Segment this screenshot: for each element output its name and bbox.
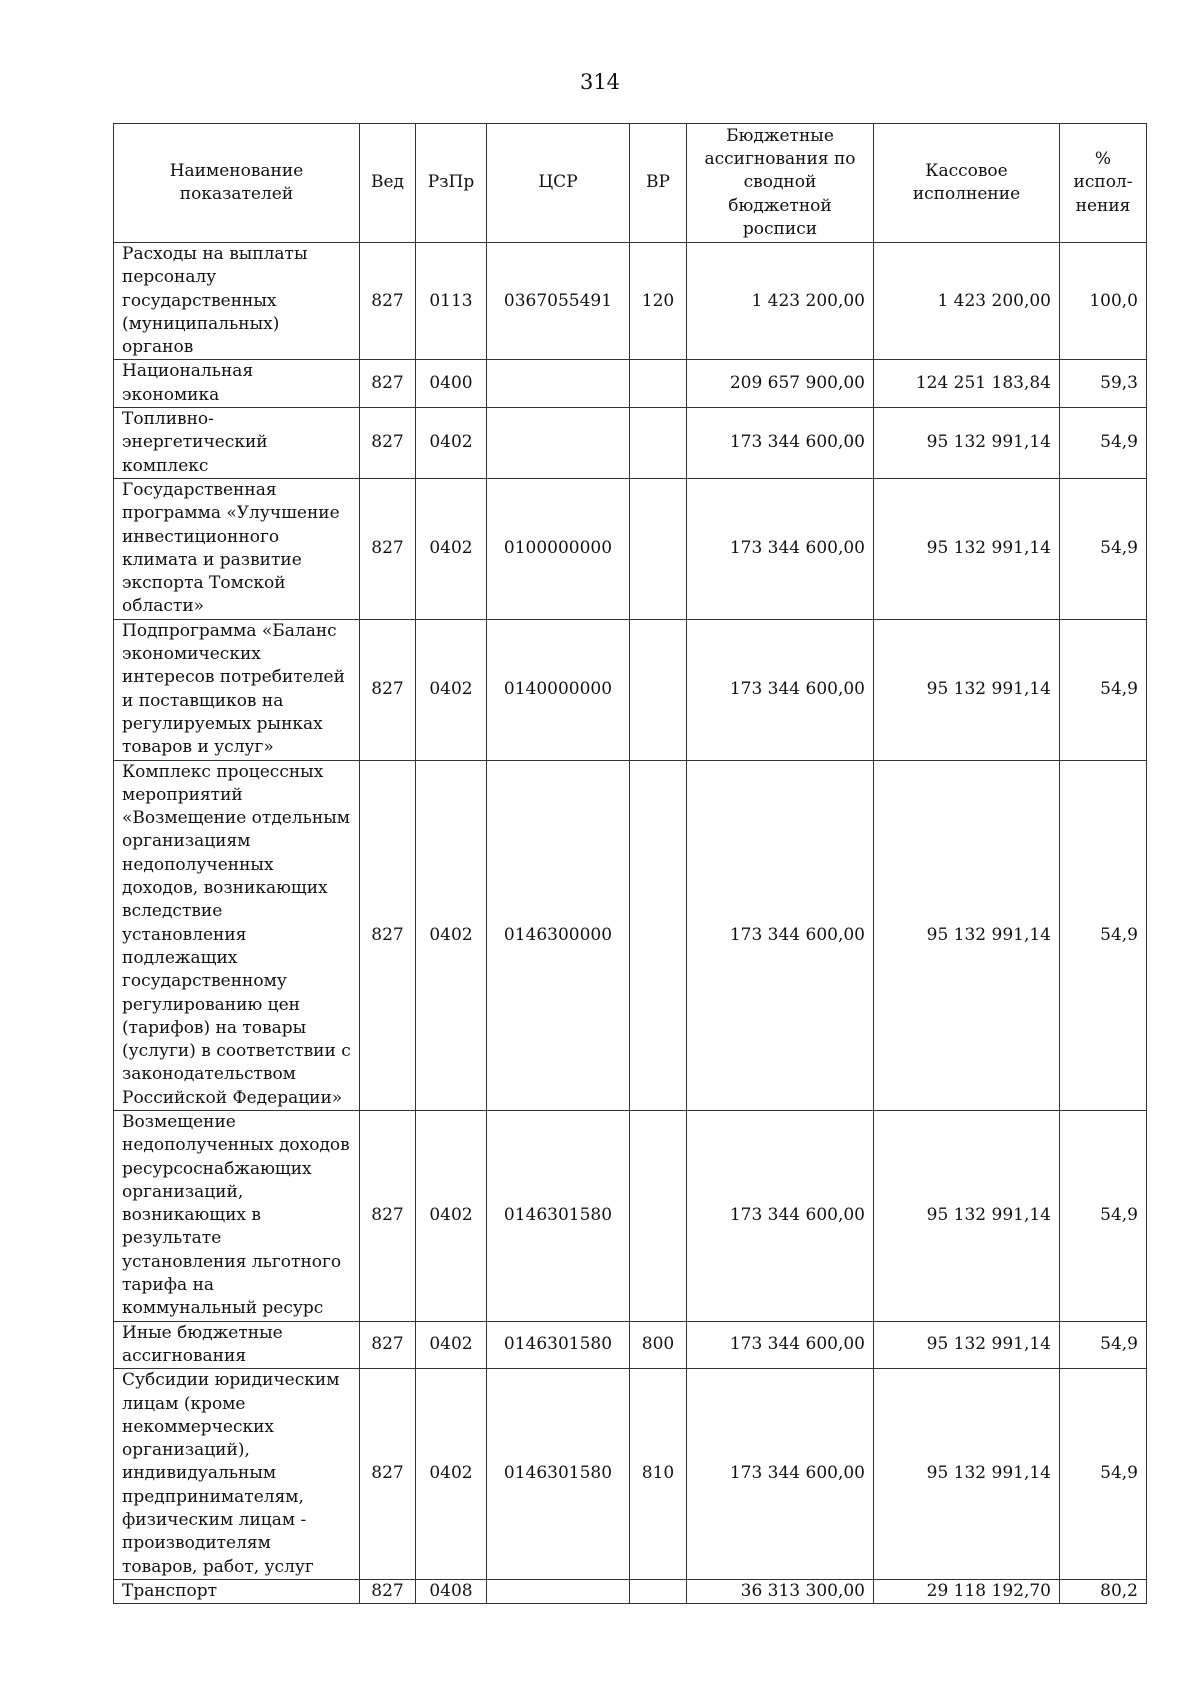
row-rzpr: 0402 <box>416 760 487 1110</box>
row-csr <box>487 408 630 479</box>
row-name: Иные бюджетные ассигнования <box>114 1321 360 1369</box>
page-number: 314 <box>579 70 621 94</box>
row-vr <box>630 1110 687 1321</box>
row-vr <box>630 478 687 619</box>
row-csr: 0146301580 <box>487 1110 630 1321</box>
row-ved: 827 <box>360 243 416 360</box>
row-csr: 0367055491 <box>487 243 630 360</box>
row-csr: 0140000000 <box>487 619 630 760</box>
row-name: Транспорт <box>114 1579 360 1603</box>
row-name: Подпрограмма «Баланс экономических интересов потребителей и поставщиков на регулируемых рынках товаров и услуг» <box>114 619 360 760</box>
row-vr <box>630 760 687 1110</box>
row-vr: 800 <box>630 1321 687 1369</box>
row-ved: 827 <box>360 408 416 479</box>
row-percent: 80,2 <box>1060 1579 1147 1603</box>
row-ved: 827 <box>360 1579 416 1603</box>
row-percent: 54,9 <box>1060 408 1147 479</box>
row-name: Национальная экономика <box>114 360 360 408</box>
row-percent: 54,9 <box>1060 1110 1147 1321</box>
row-cash: 29 118 192,70 <box>874 1579 1060 1603</box>
header-cash: Кассовое исполнение <box>874 124 1060 243</box>
row-rzpr: 0402 <box>416 1110 487 1321</box>
row-vr: 810 <box>630 1369 687 1580</box>
row-allocations: 173 344 600,00 <box>687 1321 874 1369</box>
row-percent: 54,9 <box>1060 760 1147 1110</box>
row-ved: 827 <box>360 760 416 1110</box>
row-csr: 0146300000 <box>487 760 630 1110</box>
budget-table <box>113 123 1147 1604</box>
header-name: Наименование показателей <box>114 124 360 243</box>
row-percent: 59,3 <box>1060 360 1147 408</box>
table-row <box>114 408 1147 479</box>
row-percent: 54,9 <box>1060 1321 1147 1369</box>
row-cash: 95 132 991,14 <box>874 1321 1060 1369</box>
row-name: Субсидии юридическим лицам (кроме некоммерческих организаций), индивидуальным предпринимателям, физическим лицам - производителям товаров, работ, услуг <box>114 1369 360 1580</box>
table-row <box>114 760 1147 1110</box>
row-rzpr: 0402 <box>416 1321 487 1369</box>
table-row <box>114 619 1147 760</box>
row-rzpr: 0400 <box>416 360 487 408</box>
row-percent: 100,0 <box>1060 243 1147 360</box>
row-name: Возмещение недополученных доходов ресурсоснабжающих организаций, возникающих в результате установления льготного тарифа на коммунальный ресурс <box>114 1110 360 1321</box>
row-vr <box>630 619 687 760</box>
row-rzpr: 0402 <box>416 478 487 619</box>
header-allocations: Бюджетные ассигнования по сводной бюджетной росписи <box>687 124 874 243</box>
row-ved: 827 <box>360 1110 416 1321</box>
table-row <box>114 1369 1147 1580</box>
row-allocations: 173 344 600,00 <box>687 1110 874 1321</box>
row-vr <box>630 408 687 479</box>
row-cash: 95 132 991,14 <box>874 619 1060 760</box>
row-cash: 95 132 991,14 <box>874 760 1060 1110</box>
row-cash: 95 132 991,14 <box>874 478 1060 619</box>
header-ved: Вед <box>360 124 416 243</box>
row-csr <box>487 360 630 408</box>
row-allocations: 173 344 600,00 <box>687 619 874 760</box>
row-allocations: 173 344 600,00 <box>687 1369 874 1580</box>
table-row <box>114 478 1147 619</box>
table-row <box>114 360 1147 408</box>
table-row <box>114 243 1147 360</box>
row-allocations: 209 657 900,00 <box>687 360 874 408</box>
row-csr <box>487 1579 630 1603</box>
row-cash: 1 423 200,00 <box>874 243 1060 360</box>
row-rzpr: 0402 <box>416 408 487 479</box>
header-percent: % испол-нения <box>1060 124 1147 243</box>
row-ved: 827 <box>360 619 416 760</box>
row-vr: 120 <box>630 243 687 360</box>
row-cash: 95 132 991,14 <box>874 1369 1060 1580</box>
header-row <box>114 124 1147 243</box>
row-csr: 0146301580 <box>487 1369 630 1580</box>
row-rzpr: 0113 <box>416 243 487 360</box>
row-percent: 54,9 <box>1060 619 1147 760</box>
row-allocations: 173 344 600,00 <box>687 760 874 1110</box>
row-percent: 54,9 <box>1060 1369 1147 1580</box>
row-name: Расходы на выплаты персоналу государственных (муниципальных) органов <box>114 243 360 360</box>
row-allocations: 173 344 600,00 <box>687 408 874 479</box>
row-cash: 95 132 991,14 <box>874 1110 1060 1321</box>
table-row <box>114 1321 1147 1369</box>
row-allocations: 36 313 300,00 <box>687 1579 874 1603</box>
header-rzpr: РзПр <box>416 124 487 243</box>
row-allocations: 173 344 600,00 <box>687 478 874 619</box>
row-name: Комплекс процессных мероприятий «Возмещение отдельным организациям недополученных доходов, возникающих вследствие установления подлежащих государственному регулированию цен (тарифов) на товары (услуги) в соответствии с законодательством Российской Федерации» <box>114 760 360 1110</box>
row-vr <box>630 1579 687 1603</box>
table-row <box>114 1579 1147 1603</box>
row-name: Топливно-энергетический комплекс <box>114 408 360 479</box>
row-percent: 54,9 <box>1060 478 1147 619</box>
row-allocations: 1 423 200,00 <box>687 243 874 360</box>
row-cash: 124 251 183,84 <box>874 360 1060 408</box>
row-ved: 827 <box>360 478 416 619</box>
row-rzpr: 0402 <box>416 619 487 760</box>
row-vr <box>630 360 687 408</box>
table-row <box>114 1110 1147 1321</box>
row-rzpr: 0408 <box>416 1579 487 1603</box>
row-ved: 827 <box>360 360 416 408</box>
row-rzpr: 0402 <box>416 1369 487 1580</box>
row-csr: 0100000000 <box>487 478 630 619</box>
row-name: Государственная программа «Улучшение инвестиционного климата и развитие экспорта Томской области» <box>114 478 360 619</box>
header-vr: ВР <box>630 124 687 243</box>
row-cash: 95 132 991,14 <box>874 408 1060 479</box>
header-csr: ЦСР <box>487 124 630 243</box>
row-ved: 827 <box>360 1369 416 1580</box>
row-ved: 827 <box>360 1321 416 1369</box>
row-csr: 0146301580 <box>487 1321 630 1369</box>
